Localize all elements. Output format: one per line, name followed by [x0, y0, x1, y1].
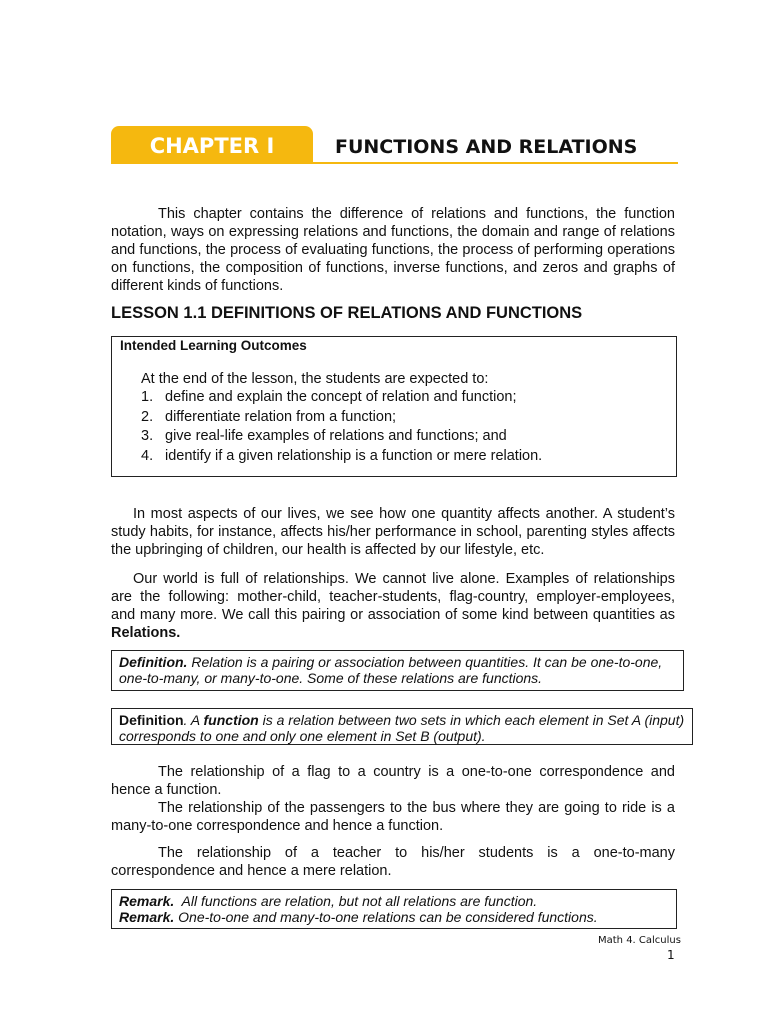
remarks-box [111, 889, 677, 929]
chapter-title: FUNCTIONS AND RELATIONS [335, 136, 638, 158]
example-paragraph-3: The relationship of a teacher to his/her students is a one-to-many correspondence and hence a mere relation. [111, 845, 675, 879]
lesson-title: LESSON 1.1 DEFINITIONS OF RELATIONS AND FUNCTIONS [111, 304, 583, 322]
learning-outcomes-list [141, 388, 542, 466]
chapter-divider [111, 162, 678, 164]
relations-term: Relations. [111, 625, 181, 641]
intro-paragraph: This chapter contains the difference of relations and functions, the function notation, ways on expressing relations and functions, the domain and range of relations and functions, the process of evaluating functions, the process of performing operations on functions, the composition of functions, inverse functions, and zeros and graphs of different kinds of functions. [111, 206, 675, 294]
list-item: 2. differentiate relation from a function; [141, 408, 397, 425]
list-item: 3. give real-life examples of relations and functions; and [141, 428, 507, 444]
remark-item: Remark. One-to-one and many-to-one relations can be considered functions. [119, 909, 598, 925]
body-paragraph-2: Our world is full of relationships. We cannot live alone. Examples of relationships are the following: mother-child, teacher-students, flag-country, employer-employees, and many more. We call this pairing or association of some kind between quantities as Relations. [111, 571, 675, 641]
remark-item: Remark. All functions are relation, but not all relations are function. [119, 893, 538, 909]
definition-box-function: Definition. A function is a relation between two sets in which each element in Set A (input) corresponds to one and only one element in Set B (output). [111, 708, 693, 745]
list-item: 4. identify if a given relationship is a function or mere relation. [141, 447, 543, 464]
example-paragraph-2: The relationship of the passengers to the bus where they are going to ride is a many-to-one correspondence and hence a function. [111, 800, 675, 834]
chapter-label: CHAPTER I [149, 134, 275, 158]
definition-text: Relation is a pairing or association between quantities. It can be one-to-one, one-to-many, or many-to-one. Some of these relations are functions. [119, 654, 663, 686]
learning-outcomes-title: Intended Learning Outcomes [120, 338, 307, 353]
definition-label: Definition. [119, 654, 188, 670]
example-paragraph-1: The relationship of a flag to a country is a one-to-one correspondence and hence a function. [111, 764, 675, 798]
list-item: 1. define and explain the concept of relation and function; [141, 389, 517, 405]
page-number: 1 [667, 948, 675, 962]
definition-text: is a relation between two sets in which each element in Set A (input) corresponds to one and only one element in Set B (output). [119, 712, 685, 744]
body-paragraph-1: In most aspects of our lives, we see how one quantity affects another. A student’s study habits, for instance, affects his/her performance in school, parenting styles affects the upbringing of children, our health is affected by our lifestyle, etc. [111, 506, 675, 558]
function-term: function [203, 712, 259, 728]
learning-outcomes-box [111, 336, 677, 477]
definition-box-relation [111, 650, 684, 691]
chapter-tab [111, 126, 313, 164]
definition-label: Definition [119, 712, 184, 728]
footer-course: Math 4. Calculus [598, 935, 681, 946]
learning-outcomes-intro: At the end of the lesson, the students are expected to: [141, 371, 489, 387]
